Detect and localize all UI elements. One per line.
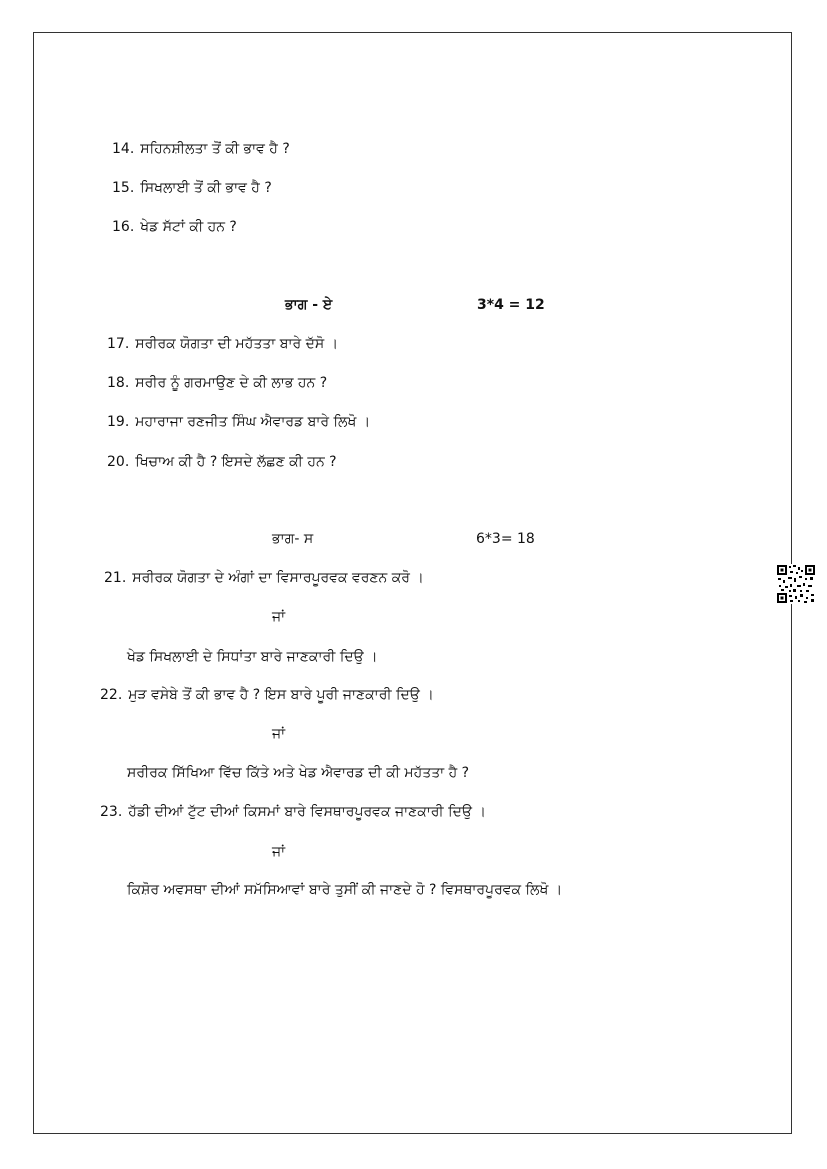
question-text: ਖਿਚਾਅ ਕੀ ਹੈ ? ਇਸਦੇ ਲੱਛਣ ਕੀ ਹਨ ?: [135, 454, 337, 470]
question-23-alternative: ਕਿਸ਼ੋਰ ਅਵਸਥਾ ਦੀਆਂ ਸਮੱਸਿਆਵਾਂ ਬਾਰੇ ਤੁਸੀਂ ਕੀ ਜਾਣਦੇ ਹੋ ? ਵਿਸਥਾਰਪੂਰਵਕ ਲਿਖੋ ।: [127, 882, 563, 898]
question-number: 15.: [112, 180, 135, 196]
question-number: 17.: [107, 336, 130, 352]
question-21-alternative: ਖੇਡ ਸਿਖਲਾਈ ਦੇ ਸਿਧਾਂਤਾ ਬਾਰੇ ਜਾਣਕਾਰੀ ਦਿਉ ।: [127, 649, 378, 665]
question-18: [107, 374, 327, 392]
or-label: ਜਾਂ: [272, 844, 286, 860]
question-number: 18.: [107, 375, 130, 391]
question-text: ਸਹਿਨਸ਼ੀਲਤਾ ਤੋਂ ਕੀ ਭਾਵ ਹੈ ?: [140, 141, 290, 157]
section-e-marks: 3*4 = 12: [477, 297, 545, 313]
or-label: ਜਾਂ: [272, 609, 286, 625]
question-22: [100, 686, 434, 704]
question-19: [107, 413, 370, 431]
question-number: 23.: [100, 804, 123, 820]
question-15: [112, 179, 272, 197]
section-s-marks: 6*3= 18: [476, 531, 535, 547]
qr-code-icon: [776, 564, 816, 604]
question-number: 22.: [100, 687, 123, 703]
question-number: 21.: [104, 570, 127, 586]
question-text: ਖੇਡ ਸੱਟਾਂ ਕੀ ਹਨ ?: [140, 219, 237, 235]
question-20: [107, 453, 337, 471]
question-text: ਮਹਾਰਾਜਾ ਰਣਜੀਤ ਸਿੰਘ ਐਵਾਰਡ ਬਾਰੇ ਲਿਖੋ ।: [135, 414, 371, 430]
question-22-alternative: ਸਰੀਰਕ ਸਿੱਖਿਆ ਵਿੱਚ ਕਿੱਤੇ ਅਤੇ ਖੇਡ ਐਵਾਰਡ ਦੀ ਕੀ ਮਹੱਤਤਾ ਹੈ ?: [127, 765, 470, 781]
question-number: 19.: [107, 414, 130, 430]
question-14: [112, 140, 290, 158]
question-21: [104, 569, 424, 587]
question-number: 14.: [112, 141, 135, 157]
question-text: ਸਰੀਰਕ ਯੋਗਤਾ ਦੀ ਮਹੱਤਤਾ ਬਾਰੇ ਦੱਸੋ ।: [135, 336, 339, 352]
question-text: ਸਿਖਲਾਈ ਤੋਂ ਕੀ ਭਾਵ ਹੈ ?: [140, 180, 272, 196]
question-text: ਹੱਡੀ ਦੀਆਂ ਟੁੱਟ ਦੀਆਂ ਕਿਸਮਾਂ ਬਾਰੇ ਵਿਸਥਾਰਪੂਰਵਕ ਜਾਣਕਾਰੀ ਦਿਉ ।: [128, 804, 486, 820]
question-17: [107, 335, 338, 353]
question-number: 20.: [107, 454, 130, 470]
question-text: ਸਰੀਰਕ ਯੋਗਤਾ ਦੇ ਅੰਗਾਂ ਦਾ ਵਿਸਾਰਪੂਰਵਕ ਵਰਣਨ ਕਰੋ ।: [132, 570, 424, 586]
question-23: [100, 803, 486, 821]
question-16: [112, 218, 237, 236]
section-e-title: ਭਾਗ - ਏ: [285, 297, 333, 313]
question-text: ਸਰੀਰ ਨੂੰ ਗਰਮਾਉਣ ਦੇ ਕੀ ਲਾਭ ਹਨ ?: [135, 375, 328, 391]
question-text: ਮੁੜ ਵਸੇਬੇ ਤੋਂ ਕੀ ਭਾਵ ਹੈ ? ਇਸ ਬਾਰੇ ਪੂਰੀ ਜਾਣਕਾਰੀ ਦਿਉ ।: [128, 687, 434, 703]
section-s-title: ਭਾਗ- ਸ: [272, 531, 314, 547]
question-number: 16.: [112, 219, 135, 235]
or-label: ਜਾਂ: [272, 726, 286, 742]
